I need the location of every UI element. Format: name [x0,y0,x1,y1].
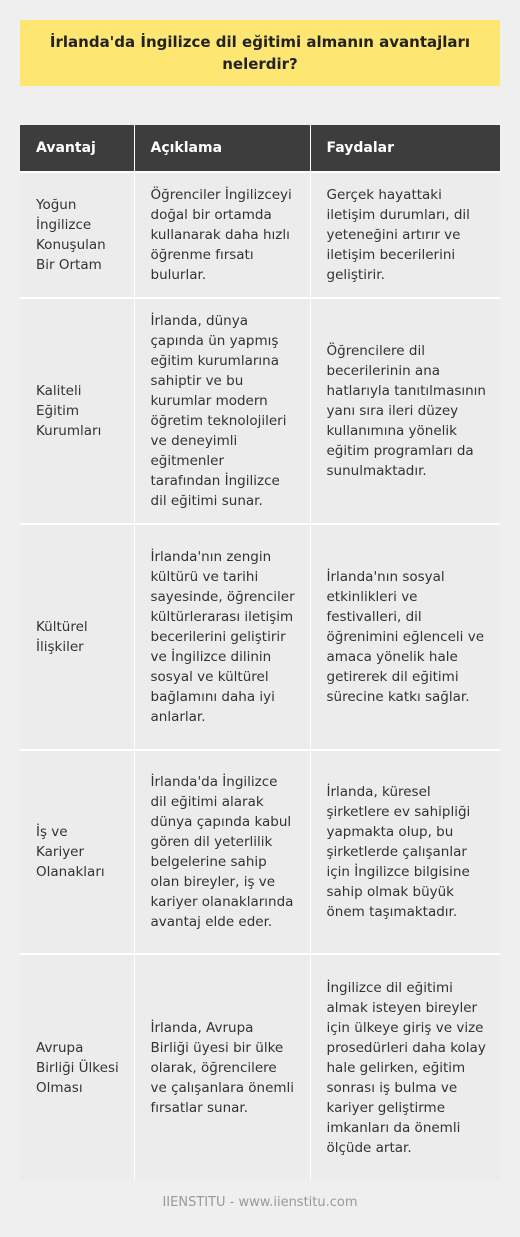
benefits-cell: Gerçek hayattaki iletişim durumları, dil yeteneğini artırır ve iletişim becerilerini geliştirir. [310,172,500,298]
advantage-cell: Yoğun İngilizce Konuşulan Bir Ortam [20,172,134,298]
advantages-table [20,125,500,1180]
description-cell: İrlanda, Avrupa Birliği üyesi bir ülke olarak, öğrencilere ve çalışanlara önemli fırsatlar sunar. [134,954,310,1180]
table-row [20,954,500,1180]
advantage-cell: Kültürel İlişkiler [20,524,134,750]
advantage-cell: İş ve Kariyer Olanakları [20,750,134,954]
benefits-cell: İngilizce dil eğitimi almak isteyen bireyler için ülkeye giriş ve vize prosedürleri daha kolay hale gelirken, eğitim sonrası iş bulma ve kariyer geliştirme imkanları da önemli ölçüde artar. [310,954,500,1180]
advantage-cell: Avrupa Birliği Ülkesi Olması [20,954,134,1180]
table-row [20,750,500,954]
table-header-row [20,125,500,172]
description-cell: İrlanda, dünya çapında ün yapmış eğitim kurumlarına sahiptir ve bu kurumlar modern öğretim teknolojileri ve deneyimli eğitmenler tarafından İngilizce dil eğitimi sunar. [134,298,310,524]
title-banner [20,20,500,86]
table-row [20,524,500,750]
benefits-cell: Öğrencilere dil becerilerinin ana hatlarıyla tanıtılmasının yanı sıra ileri düzey kullanımına yönelik eğitim programları da sunulmaktadır. [310,298,500,524]
benefits-cell: İrlanda'nın sosyal etkinlikleri ve festivalleri, dil öğrenimini eğlenceli ve amaca yönelik hale getirerek dil eğitimi sürecine katkı sağlar. [310,524,500,750]
page-title: İrlanda'da İngilizce dil eğitimi almanın avantajları nelerdir? [49,33,471,73]
column-header-benefits: Faydalar [310,125,500,172]
description-cell: Öğrenciler İngilizceyi doğal bir ortamda kullanarak daha hızlı öğrenme fırsatı bulurlar. [134,172,310,298]
footer-credit: IIENSTITU - www.iienstitu.com [162,1195,358,1210]
benefits-cell: İrlanda, küresel şirketlere ev sahipliği yapmakta olup, bu şirketlerde çalışanlar için İngilizce bilgisine sahip olmak büyük önem taşımaktadır. [310,750,500,954]
table-row [20,298,500,524]
description-cell: İrlanda'nın zengin kültürü ve tarihi sayesinde, öğrenciler kültürlerarası iletişim becerilerini geliştirir ve İngilizce dilinin sosyal ve kültürel bağlamını daha iyi anlarlar. [134,524,310,750]
column-header-description: Açıklama [134,125,310,172]
column-header-advantage: Avantaj [20,125,134,172]
advantage-cell: Kaliteli Eğitim Kurumları [20,298,134,524]
table-row [20,172,500,298]
description-cell: İrlanda'da İngilizce dil eğitimi alarak dünya çapında kabul gören dil yeterlilik belgelerine sahip olan bireyler, iş ve kariyer olanaklarında avantaj elde eder. [134,750,310,954]
